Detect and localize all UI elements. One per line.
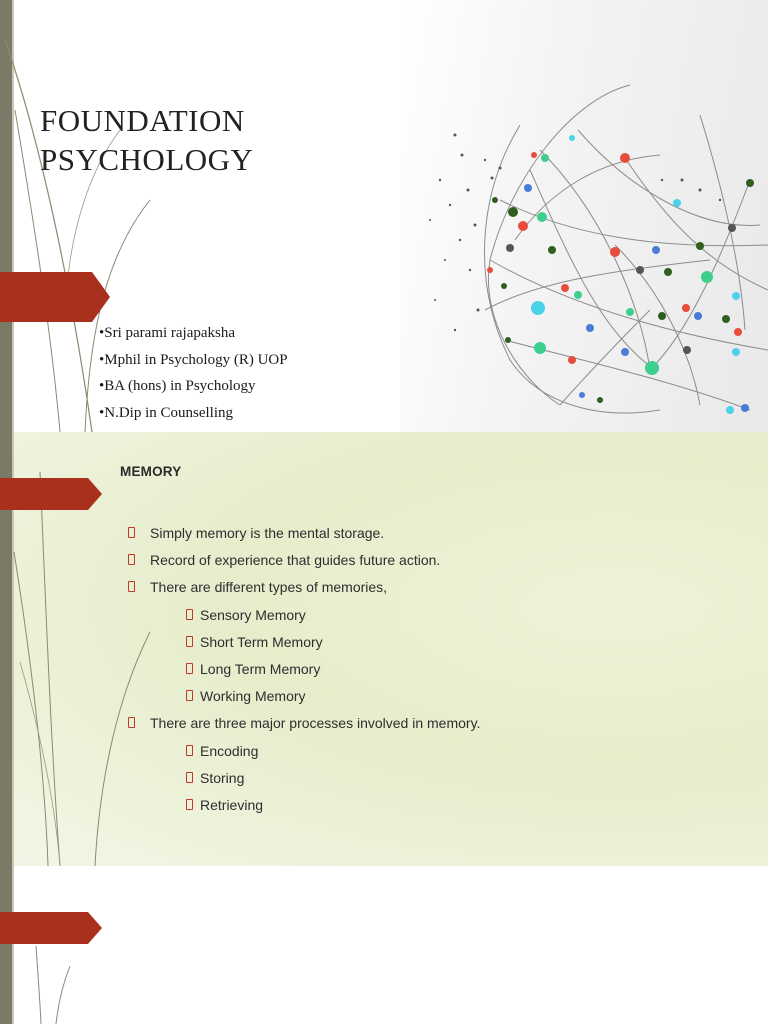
- list-item: [127, 656, 480, 683]
- list-item: [127, 765, 480, 792]
- bio-line-name: •Sri parami rajapaksha: [99, 325, 236, 341]
- list-item-text: Encoding: [200, 742, 259, 759]
- list-item-text: There are three major processes involved in memory.: [150, 715, 481, 732]
- accent-tab: [0, 912, 102, 944]
- hollow-square-bullet-icon: [128, 554, 135, 565]
- hollow-square-bullet-icon: [186, 636, 193, 647]
- hollow-square-bullet-icon: [128, 581, 135, 592]
- decorative-curves: [0, 866, 200, 1024]
- list-item: [127, 683, 480, 710]
- bio-line-diploma: •N.Dip in Counselling: [99, 404, 234, 421]
- list-item-text: Storing: [200, 769, 245, 786]
- list-item-text: Working Memory: [200, 688, 306, 705]
- slide-memory: [0, 432, 768, 866]
- memory-bullet-list: [127, 520, 480, 819]
- list-item-text: Record of experience that guides future action.: [150, 552, 441, 569]
- list-item: [127, 738, 480, 765]
- hollow-square-bullet-icon: [186, 663, 193, 674]
- list-item: [127, 574, 480, 601]
- bio-line-ba: •BA (hons) in Psychology: [99, 378, 256, 394]
- accent-tab: [0, 478, 102, 510]
- hollow-square-bullet-icon: [186, 745, 193, 756]
- list-item-text: Long Term Memory: [200, 660, 321, 677]
- list-item: [127, 792, 480, 819]
- list-item: [127, 520, 480, 547]
- hollow-square-bullet-icon: [186, 772, 193, 783]
- hollow-square-bullet-icon: [128, 527, 135, 538]
- hollow-square-bullet-icon: [186, 609, 193, 620]
- accent-tab: [0, 272, 110, 322]
- list-item-text: Simply memory is the mental storage.: [150, 525, 385, 541]
- title-line-1: FOUNDATION: [40, 103, 245, 138]
- section-heading: MEMORY: [120, 464, 182, 479]
- author-bio: [99, 320, 288, 426]
- slide-next: [0, 866, 768, 1024]
- hollow-square-bullet-icon: [128, 717, 135, 728]
- list-item-text: There are different types of memories,: [150, 579, 388, 596]
- slide-title: [0, 0, 768, 432]
- list-item-text: Short Term Memory: [200, 633, 323, 650]
- network-globe-graphic: [400, 60, 768, 432]
- list-item: [127, 547, 480, 574]
- list-item-text: Retrieving: [200, 796, 264, 813]
- title-line-2: PSYCHOLOGY: [40, 142, 254, 177]
- hollow-square-bullet-icon: [186, 690, 193, 701]
- hollow-square-bullet-icon: [186, 799, 193, 810]
- slide-title-text: [40, 101, 253, 179]
- list-item: [127, 602, 480, 629]
- list-item: [127, 629, 480, 656]
- bio-line-mphil: •Mphil in Psychology (R) UOP: [99, 351, 288, 368]
- list-item-text: Sensory Memory: [200, 606, 306, 623]
- list-item: [127, 710, 480, 737]
